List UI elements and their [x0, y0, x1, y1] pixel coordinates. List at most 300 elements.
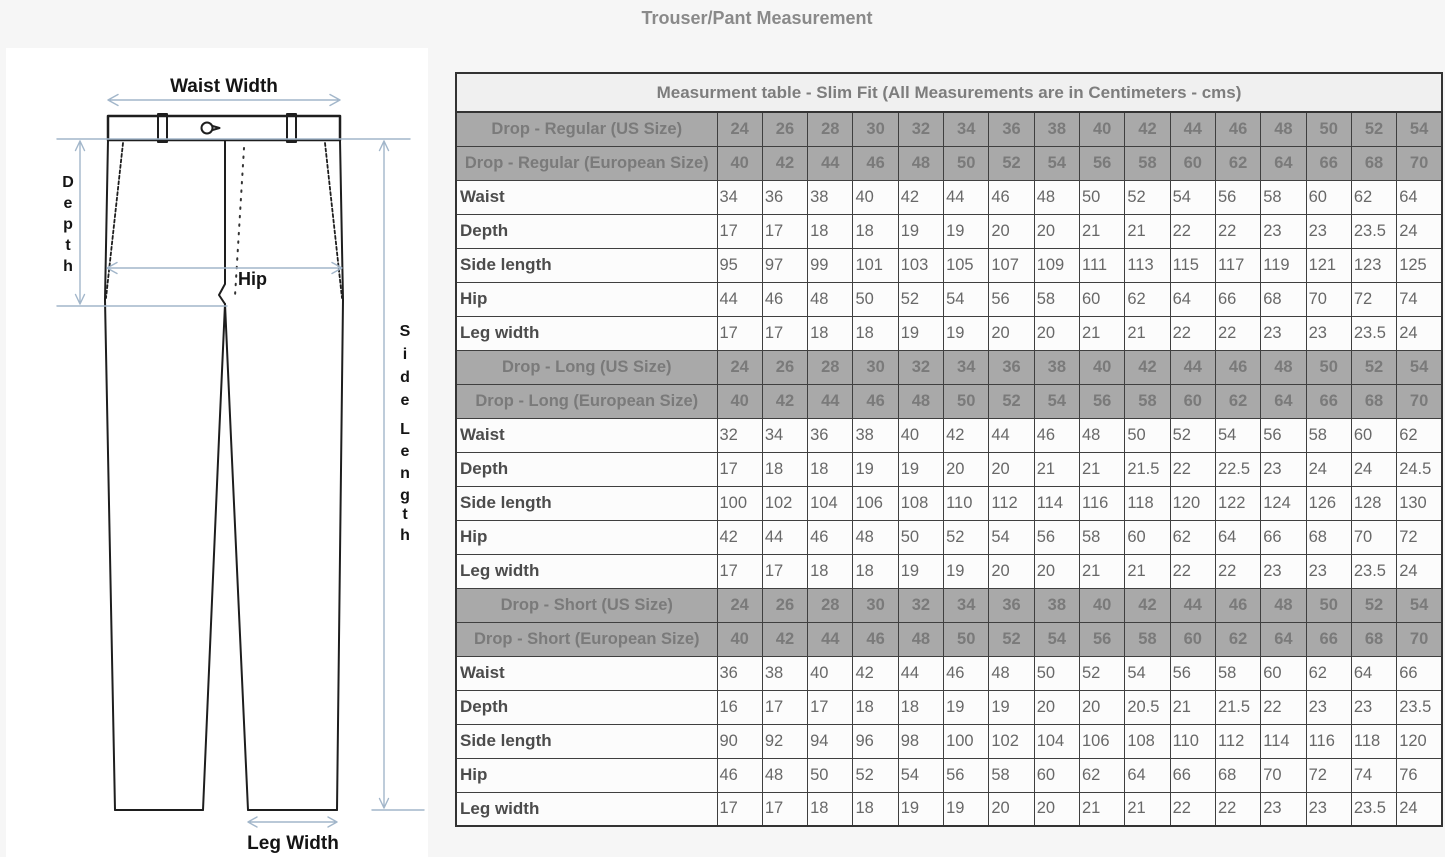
- value-cell: 24: [1351, 452, 1396, 486]
- value-cell: 62: [1125, 282, 1170, 316]
- value-cell: 58: [1034, 282, 1079, 316]
- diagram-label-length: L e n g t h: [400, 421, 410, 544]
- value-cell: 72: [1306, 758, 1351, 792]
- row-label: Hip: [456, 520, 717, 554]
- value-cell: 60: [1306, 180, 1351, 214]
- value-cell: 60: [1080, 282, 1125, 316]
- value-cell: 22: [1215, 554, 1260, 588]
- value-cell: 21: [1080, 214, 1125, 248]
- value-cell: 21: [1080, 452, 1125, 486]
- value-cell: 20: [1034, 214, 1079, 248]
- row-label: Waist: [456, 418, 717, 452]
- trouser-outline: [105, 114, 343, 810]
- size-header-cell: 36: [989, 350, 1034, 384]
- value-cell: 36: [808, 418, 853, 452]
- size-header-cell: 30: [853, 112, 898, 146]
- value-cell: 66: [1261, 520, 1306, 554]
- value-cell: 19: [898, 214, 943, 248]
- value-cell: 48: [1080, 418, 1125, 452]
- row-label: Leg width: [456, 792, 717, 826]
- size-header-cell: 42: [1125, 112, 1170, 146]
- value-cell: 98: [898, 724, 943, 758]
- value-cell: 23: [1306, 214, 1351, 248]
- value-cell: 100: [717, 486, 762, 520]
- diagram-label-side: S i d e: [399, 323, 411, 409]
- size-header-cell: 42: [1125, 350, 1170, 384]
- size-header-cell: 60: [1170, 622, 1215, 656]
- value-cell: 103: [898, 248, 943, 282]
- value-cell: 20: [989, 452, 1034, 486]
- value-cell: 109: [1034, 248, 1079, 282]
- size-header-cell: 36: [989, 112, 1034, 146]
- value-cell: 72: [1351, 282, 1396, 316]
- row-label: Hip: [456, 282, 717, 316]
- row-label: Depth: [456, 452, 717, 486]
- size-header-cell: 58: [1125, 146, 1170, 180]
- value-cell: 44: [898, 656, 943, 690]
- value-cell: 24: [1306, 452, 1351, 486]
- value-cell: 48: [853, 520, 898, 554]
- size-header-cell: 40: [717, 622, 762, 656]
- value-cell: 102: [989, 724, 1034, 758]
- size-header-cell: 58: [1125, 384, 1170, 418]
- value-cell: 110: [944, 486, 989, 520]
- value-cell: 34: [762, 418, 807, 452]
- size-header-cell: 46: [853, 384, 898, 418]
- value-cell: 124: [1261, 486, 1306, 520]
- size-header-cell: 26: [762, 350, 807, 384]
- size-header-cell: 60: [1170, 384, 1215, 418]
- value-cell: 19: [944, 214, 989, 248]
- value-cell: 56: [944, 758, 989, 792]
- value-cell: 18: [853, 316, 898, 350]
- value-cell: 112: [989, 486, 1034, 520]
- table-row: [456, 758, 1442, 792]
- trouser-diagram-svg: [6, 48, 428, 857]
- right-outer-seam: [337, 140, 343, 810]
- value-cell: 58: [1080, 520, 1125, 554]
- value-cell: 64: [1215, 520, 1260, 554]
- leg-width-arrow: [248, 817, 337, 827]
- value-cell: 106: [1080, 724, 1125, 758]
- value-cell: 23: [1261, 792, 1306, 826]
- value-cell: 46: [944, 656, 989, 690]
- size-header-cell: 44: [1170, 588, 1215, 622]
- value-cell: 130: [1397, 486, 1442, 520]
- size-header-cell: 54: [1034, 146, 1079, 180]
- size-header-cell: 62: [1215, 622, 1260, 656]
- size-header-cell: 64: [1261, 146, 1306, 180]
- value-cell: 114: [1261, 724, 1306, 758]
- size-header-cell: 40: [717, 146, 762, 180]
- value-cell: 125: [1397, 248, 1442, 282]
- value-cell: 44: [944, 180, 989, 214]
- size-header-cell: 50: [944, 146, 989, 180]
- value-cell: 64: [1397, 180, 1442, 214]
- value-cell: 62: [1397, 418, 1442, 452]
- value-cell: 90: [717, 724, 762, 758]
- section-2-us-header-row: [456, 588, 1442, 622]
- size-header-cell: 34: [944, 112, 989, 146]
- value-cell: 64: [1351, 656, 1396, 690]
- size-header-cell: 38: [1034, 112, 1079, 146]
- value-cell: 64: [1170, 282, 1215, 316]
- value-cell: 54: [898, 758, 943, 792]
- value-cell: 113: [1125, 248, 1170, 282]
- value-cell: 118: [1125, 486, 1170, 520]
- size-header-cell: 56: [1080, 384, 1125, 418]
- table-row: [456, 724, 1442, 758]
- value-cell: 68: [1261, 282, 1306, 316]
- value-cell: 20: [1080, 690, 1125, 724]
- value-cell: 38: [853, 418, 898, 452]
- table-title-row: [456, 73, 1442, 112]
- size-header-cell: 66: [1306, 384, 1351, 418]
- table-row: [456, 214, 1442, 248]
- section-1-us-header-row: [456, 350, 1442, 384]
- value-cell: 21: [1080, 554, 1125, 588]
- section-1-eu-label: Drop - Long (European Size): [456, 384, 717, 418]
- value-cell: 42: [717, 520, 762, 554]
- size-header-cell: 46: [853, 146, 898, 180]
- waistband: [108, 116, 340, 140]
- value-cell: 108: [898, 486, 943, 520]
- value-cell: 54: [1215, 418, 1260, 452]
- size-header-cell: 52: [1351, 350, 1396, 384]
- size-header-cell: 26: [762, 588, 807, 622]
- row-label: Leg width: [456, 316, 717, 350]
- value-cell: 20: [1034, 690, 1079, 724]
- size-header-cell: 26: [762, 112, 807, 146]
- value-cell: 21.5: [1215, 690, 1260, 724]
- size-header-cell: 58: [1125, 622, 1170, 656]
- value-cell: 64: [1125, 758, 1170, 792]
- value-cell: 56: [1034, 520, 1079, 554]
- value-cell: 19: [898, 316, 943, 350]
- value-cell: 19: [853, 452, 898, 486]
- size-header-cell: 32: [898, 112, 943, 146]
- value-cell: 44: [762, 520, 807, 554]
- size-header-cell: 70: [1397, 384, 1442, 418]
- value-cell: 54: [1125, 656, 1170, 690]
- size-header-cell: 44: [1170, 350, 1215, 384]
- value-cell: 60: [1261, 656, 1306, 690]
- size-header-cell: 30: [853, 588, 898, 622]
- value-cell: 20: [989, 554, 1034, 588]
- value-cell: 21: [1125, 214, 1170, 248]
- value-cell: 40: [853, 180, 898, 214]
- value-cell: 20: [1034, 316, 1079, 350]
- size-header-cell: 42: [1125, 588, 1170, 622]
- size-header-cell: 28: [808, 350, 853, 384]
- value-cell: 23.5: [1397, 690, 1442, 724]
- section-1-us-label: Drop - Long (US Size): [456, 350, 717, 384]
- value-cell: 20: [1034, 792, 1079, 826]
- value-cell: 21: [1080, 316, 1125, 350]
- value-cell: 60: [1351, 418, 1396, 452]
- size-header-cell: 44: [808, 622, 853, 656]
- value-cell: 21: [1170, 690, 1215, 724]
- size-header-cell: 42: [762, 384, 807, 418]
- value-cell: 52: [944, 520, 989, 554]
- value-cell: 24: [1397, 316, 1442, 350]
- size-header-cell: 32: [898, 350, 943, 384]
- size-header-cell: 40: [1080, 112, 1125, 146]
- value-cell: 48: [808, 282, 853, 316]
- size-header-cell: 44: [1170, 112, 1215, 146]
- value-cell: 22.5: [1215, 452, 1260, 486]
- value-cell: 97: [762, 248, 807, 282]
- value-cell: 23: [1306, 554, 1351, 588]
- size-header-cell: 52: [989, 622, 1034, 656]
- size-header-cell: 54: [1034, 384, 1079, 418]
- value-cell: 116: [1080, 486, 1125, 520]
- value-cell: 20: [989, 792, 1034, 826]
- value-cell: 48: [762, 758, 807, 792]
- value-cell: 62: [1080, 758, 1125, 792]
- value-cell: 121: [1306, 248, 1351, 282]
- value-cell: 40: [898, 418, 943, 452]
- value-cell: 56: [1215, 180, 1260, 214]
- value-cell: 46: [762, 282, 807, 316]
- size-header-cell: 36: [989, 588, 1034, 622]
- trouser-diagram: [6, 48, 428, 857]
- value-cell: 54: [944, 282, 989, 316]
- size-header-cell: 44: [808, 384, 853, 418]
- value-cell: 17: [717, 214, 762, 248]
- value-cell: 106: [853, 486, 898, 520]
- table-row: [456, 486, 1442, 520]
- value-cell: 107: [989, 248, 1034, 282]
- diagram-label-leg-width: Leg Width: [247, 833, 339, 854]
- size-header-cell: 50: [1306, 588, 1351, 622]
- value-cell: 44: [989, 418, 1034, 452]
- value-cell: 19: [898, 452, 943, 486]
- value-cell: 36: [717, 656, 762, 690]
- size-header-cell: 40: [1080, 588, 1125, 622]
- value-cell: 23.5: [1351, 792, 1396, 826]
- value-cell: 48: [989, 656, 1034, 690]
- value-cell: 18: [762, 452, 807, 486]
- size-header-cell: 56: [1080, 146, 1125, 180]
- section-2-us-label: Drop - Short (US Size): [456, 588, 717, 622]
- side-length-arrow: [380, 141, 389, 808]
- value-cell: 20: [989, 316, 1034, 350]
- value-cell: 19: [944, 792, 989, 826]
- table-row: [456, 418, 1442, 452]
- table-row: [456, 792, 1442, 826]
- value-cell: 40: [808, 656, 853, 690]
- size-header-cell: 52: [1351, 588, 1396, 622]
- size-header-cell: 48: [898, 622, 943, 656]
- table-row: [456, 180, 1442, 214]
- size-header-cell: 48: [1261, 588, 1306, 622]
- value-cell: 17: [762, 690, 807, 724]
- value-cell: 94: [808, 724, 853, 758]
- section-2-eu-header-row: [456, 622, 1442, 656]
- size-header-cell: 38: [1034, 350, 1079, 384]
- value-cell: 22: [1215, 316, 1260, 350]
- size-header-cell: 62: [1215, 384, 1260, 418]
- size-header-cell: 24: [717, 350, 762, 384]
- value-cell: 68: [1306, 520, 1351, 554]
- size-header-cell: 50: [1306, 350, 1351, 384]
- size-header-cell: 64: [1261, 622, 1306, 656]
- size-header-cell: 40: [717, 384, 762, 418]
- row-label: Side length: [456, 248, 717, 282]
- value-cell: 114: [1034, 486, 1079, 520]
- row-label: Side length: [456, 724, 717, 758]
- value-cell: 22: [1170, 792, 1215, 826]
- value-cell: 52: [1080, 656, 1125, 690]
- value-cell: 105: [944, 248, 989, 282]
- row-label: Waist: [456, 180, 717, 214]
- value-cell: 44: [717, 282, 762, 316]
- value-cell: 21.5: [1125, 452, 1170, 486]
- value-cell: 60: [1125, 520, 1170, 554]
- size-header-cell: 48: [1261, 112, 1306, 146]
- size-header-cell: 66: [1306, 622, 1351, 656]
- table-row: [456, 248, 1442, 282]
- value-cell: 56: [989, 282, 1034, 316]
- size-header-cell: 24: [717, 588, 762, 622]
- value-cell: 52: [853, 758, 898, 792]
- value-cell: 23.5: [1351, 554, 1396, 588]
- value-cell: 123: [1351, 248, 1396, 282]
- value-cell: 18: [853, 554, 898, 588]
- value-cell: 102: [762, 486, 807, 520]
- value-cell: 95: [717, 248, 762, 282]
- size-header-cell: 52: [989, 146, 1034, 180]
- table-row: [456, 554, 1442, 588]
- row-label: Waist: [456, 656, 717, 690]
- right-pocket-stitch: [325, 143, 342, 298]
- left-pocket-stitch: [106, 143, 123, 298]
- value-cell: 70: [1261, 758, 1306, 792]
- value-cell: 42: [853, 656, 898, 690]
- value-cell: 62: [1170, 520, 1215, 554]
- value-cell: 18: [853, 214, 898, 248]
- value-cell: 50: [1080, 180, 1125, 214]
- section-0-us-header-row: [456, 112, 1442, 146]
- dimension-arrows: [57, 95, 424, 828]
- size-header-cell: 70: [1397, 146, 1442, 180]
- value-cell: 21: [1125, 316, 1170, 350]
- table-row: [456, 282, 1442, 316]
- page-title: Trouser/Pant Measurement: [641, 8, 873, 28]
- size-header-cell: 68: [1351, 622, 1396, 656]
- value-cell: 24: [1397, 792, 1442, 826]
- row-label: Depth: [456, 214, 717, 248]
- value-cell: 23: [1261, 214, 1306, 248]
- value-cell: 118: [1351, 724, 1396, 758]
- value-cell: 56: [1261, 418, 1306, 452]
- value-cell: 17: [717, 452, 762, 486]
- section-0-eu-label: Drop - Regular (European Size): [456, 146, 717, 180]
- size-header-cell: 30: [853, 350, 898, 384]
- size-header-cell: 54: [1397, 350, 1442, 384]
- value-cell: 58: [1306, 418, 1351, 452]
- value-cell: 23: [1306, 316, 1351, 350]
- waist-button: [202, 123, 213, 134]
- value-cell: 111: [1080, 248, 1125, 282]
- value-cell: 104: [1034, 724, 1079, 758]
- value-cell: 60: [1034, 758, 1079, 792]
- size-header-cell: 68: [1351, 146, 1396, 180]
- value-cell: 52: [1170, 418, 1215, 452]
- value-cell: 23.5: [1351, 316, 1396, 350]
- size-header-cell: 48: [1261, 350, 1306, 384]
- size-header-cell: 40: [1080, 350, 1125, 384]
- value-cell: 18: [898, 690, 943, 724]
- value-cell: 104: [808, 486, 853, 520]
- value-cell: 70: [1351, 520, 1396, 554]
- size-header-cell: 60: [1170, 146, 1215, 180]
- value-cell: 100: [944, 724, 989, 758]
- value-cell: 42: [944, 418, 989, 452]
- value-cell: 19: [944, 316, 989, 350]
- size-header-cell: 68: [1351, 384, 1396, 418]
- value-cell: 115: [1170, 248, 1215, 282]
- value-cell: 62: [1351, 180, 1396, 214]
- value-cell: 120: [1170, 486, 1215, 520]
- value-cell: 20: [989, 214, 1034, 248]
- size-header-cell: 52: [989, 384, 1034, 418]
- value-cell: 18: [853, 690, 898, 724]
- size-header-cell: 42: [762, 622, 807, 656]
- value-cell: 119: [1261, 248, 1306, 282]
- value-cell: 18: [808, 792, 853, 826]
- value-cell: 52: [898, 282, 943, 316]
- value-cell: 24: [1397, 214, 1442, 248]
- value-cell: 108: [1125, 724, 1170, 758]
- row-label: Depth: [456, 690, 717, 724]
- value-cell: 23: [1351, 690, 1396, 724]
- size-header-cell: 38: [1034, 588, 1079, 622]
- value-cell: 21: [1125, 792, 1170, 826]
- value-cell: 117: [1215, 248, 1260, 282]
- value-cell: 22: [1170, 554, 1215, 588]
- value-cell: 16: [717, 690, 762, 724]
- value-cell: 56: [1170, 656, 1215, 690]
- size-header-cell: 70: [1397, 622, 1442, 656]
- value-cell: 74: [1397, 282, 1442, 316]
- table-title: Measurment table - Slim Fit (All Measurements are in Centimeters - cms): [456, 73, 1442, 112]
- size-header-cell: 46: [1215, 350, 1260, 384]
- value-cell: 19: [944, 690, 989, 724]
- value-cell: 17: [762, 316, 807, 350]
- size-header-cell: 48: [898, 146, 943, 180]
- value-cell: 46: [808, 520, 853, 554]
- table-row: [456, 452, 1442, 486]
- value-cell: 76: [1397, 758, 1442, 792]
- value-cell: 22: [1170, 214, 1215, 248]
- value-cell: 116: [1306, 724, 1351, 758]
- value-cell: 23: [1261, 316, 1306, 350]
- value-cell: 72: [1397, 520, 1442, 554]
- value-cell: 19: [944, 554, 989, 588]
- value-cell: 66: [1215, 282, 1260, 316]
- value-cell: 96: [853, 724, 898, 758]
- table-row: [456, 316, 1442, 350]
- size-header-cell: 42: [762, 146, 807, 180]
- value-cell: 17: [762, 792, 807, 826]
- value-cell: 38: [808, 180, 853, 214]
- section-0-eu-header-row: [456, 146, 1442, 180]
- size-header-cell: 46: [1215, 588, 1260, 622]
- value-cell: 18: [808, 554, 853, 588]
- row-label: Hip: [456, 758, 717, 792]
